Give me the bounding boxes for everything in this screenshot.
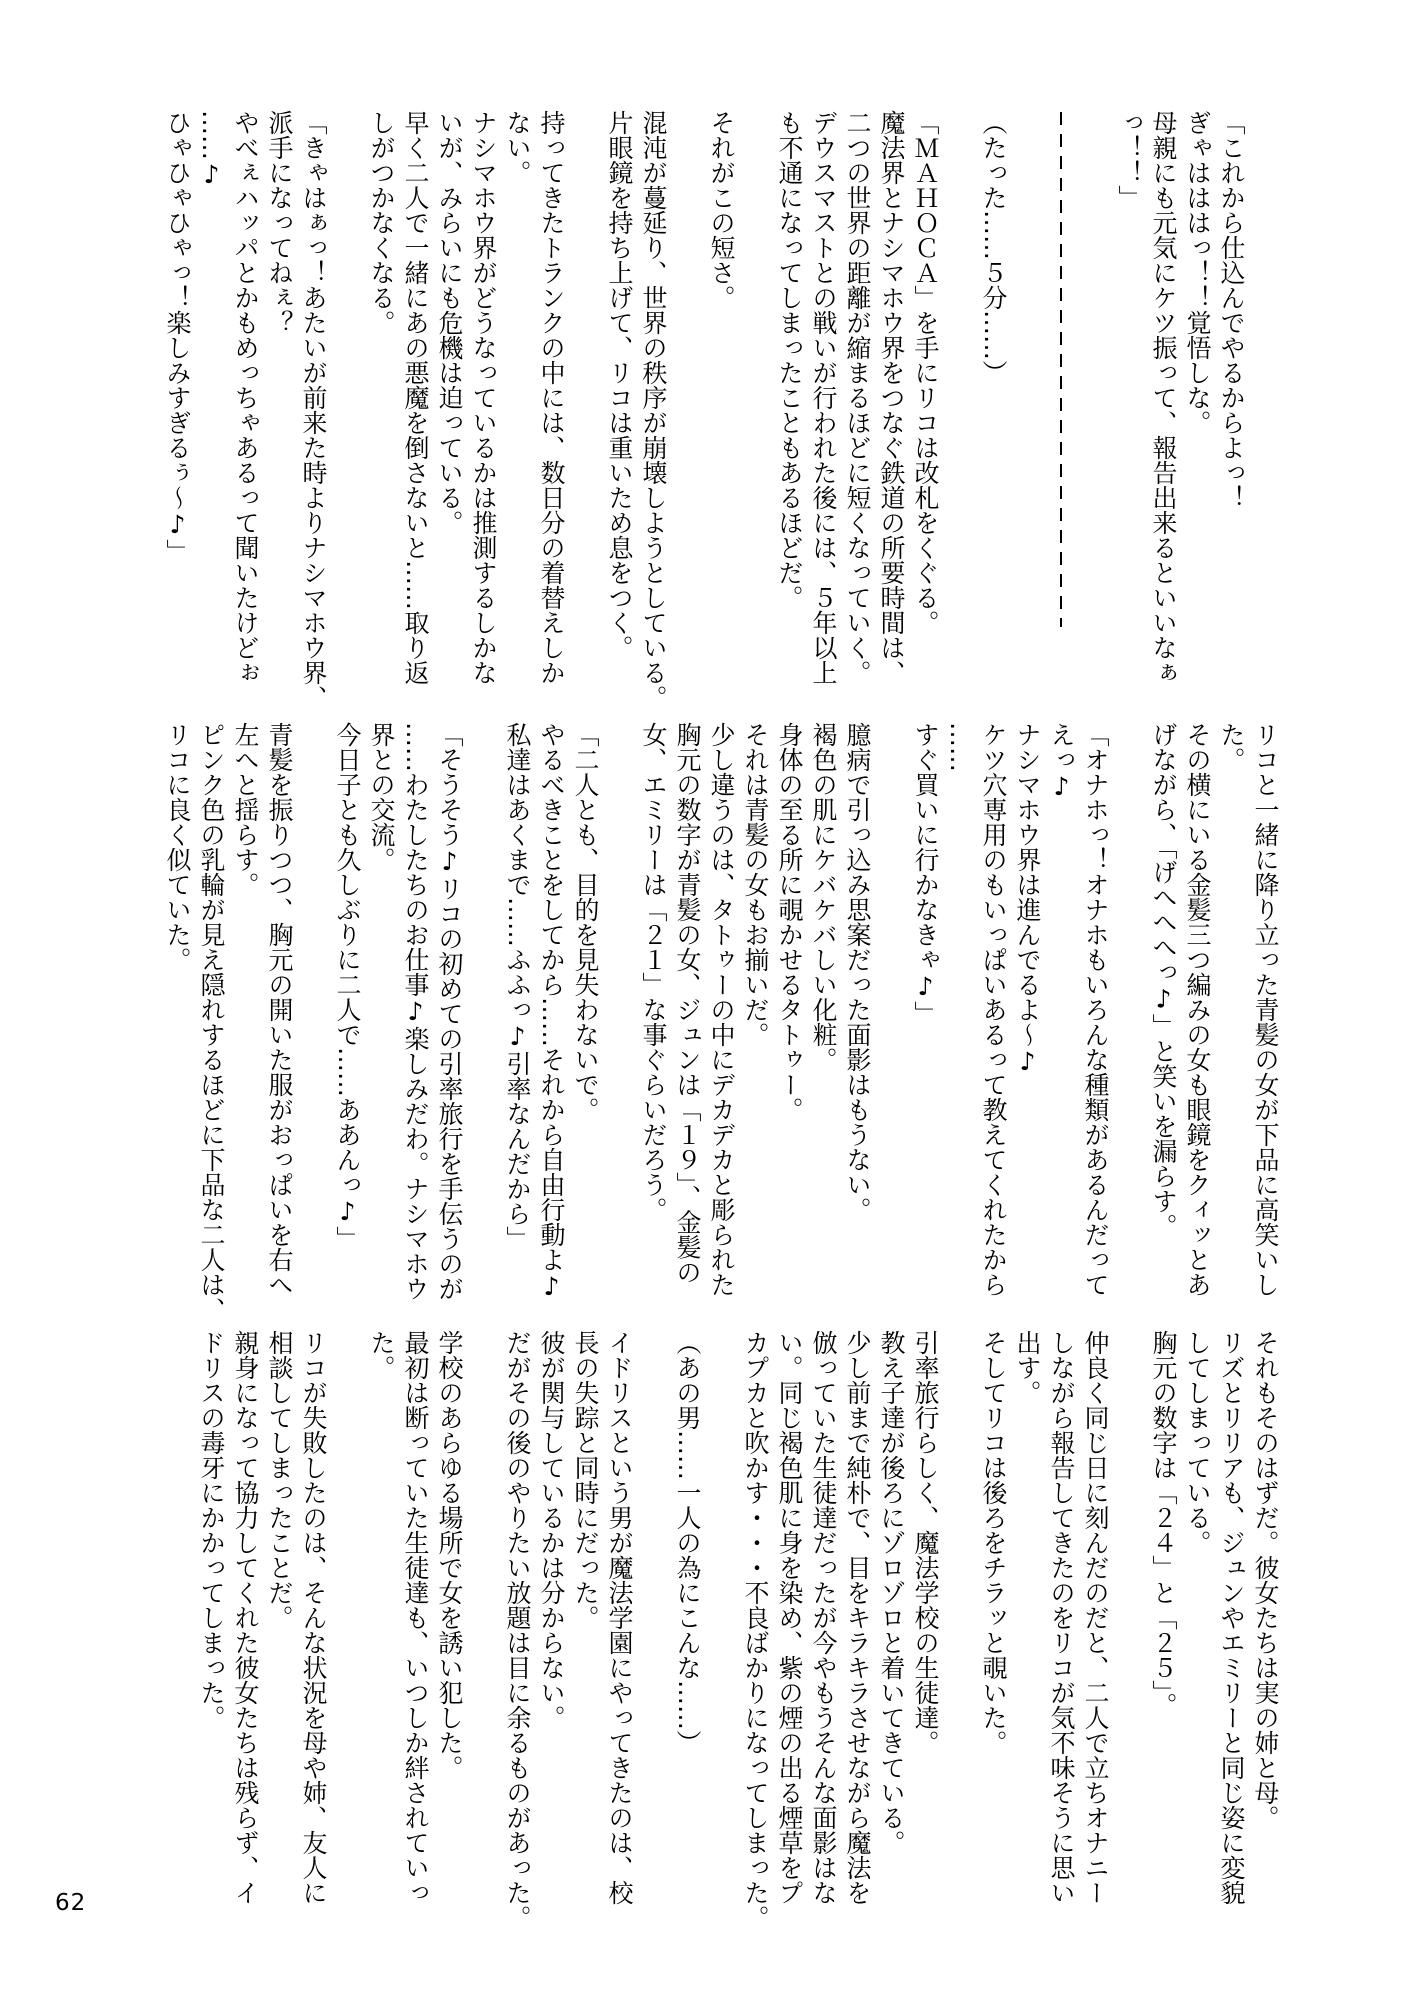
text-line: しがつかなくなる。 xyxy=(367,110,396,335)
text-line: ない。 xyxy=(503,110,532,185)
section-break-rule xyxy=(1044,110,1078,735)
text-line: その横にいる金髪三つ編みの女も眼鏡をクィッとあ xyxy=(1183,722,1212,1297)
text-line: た。 xyxy=(1217,722,1246,772)
text-line: 仲良く同じ日に刻んだのだと、二人で立ちオナニー xyxy=(1081,1330,1110,1905)
text-line: 胸元の数字が青髪の女、ジュンは「１９」、金髪の xyxy=(673,722,702,1285)
blank-line xyxy=(704,1330,738,1955)
text-line: 少し違うのは、タトゥーの中にデカデカと彫られた xyxy=(707,722,736,1297)
blank-line xyxy=(670,110,704,735)
text-line: カプカと吹かす・・・不良ばかりになってしまった。 xyxy=(741,1330,770,1930)
blank-line xyxy=(330,1330,364,1955)
text-band-3 xyxy=(194,1330,1282,1955)
text-line: 派手になってねぇ？ xyxy=(265,110,294,335)
text-line: すぐ買いに行かなきゃ♪」 xyxy=(911,722,940,1026)
blank-line xyxy=(1248,110,1282,735)
blank-line xyxy=(330,110,364,735)
text-line: ぎゃはははっ！！覚悟しな。 xyxy=(1183,110,1212,435)
text-line: リコが失敗したのは、そんな状況を母や姉、友人に xyxy=(299,1330,328,1905)
blank-line xyxy=(738,110,772,735)
text-line: それがこの短さ。 xyxy=(707,110,736,310)
text-line: そしてリコは後ろをチラッと覗いた。 xyxy=(979,1330,1008,1755)
text-band-1 xyxy=(160,110,1282,735)
text-line: 混沌が蔓延り、世界の秩序が崩壊しようとしている。 xyxy=(639,110,668,710)
text-line: 「二人とも、目的を見失わないで。 xyxy=(571,722,600,1122)
blank-line xyxy=(942,1330,976,1955)
text-line: 長の失踪と同時にだった。 xyxy=(571,1330,600,1630)
text-line: 出す。 xyxy=(1013,1330,1042,1405)
dashed-line xyxy=(1060,112,1062,627)
blank-line xyxy=(466,722,500,1347)
text-line: 学校のあらゆる場所で女を誘い犯した。 xyxy=(435,1330,464,1780)
text-line: （あの男……一人の為にこんな……） xyxy=(673,1330,702,1755)
text-line: 教え子達が後ろにゾロゾロと着いてきている。 xyxy=(877,1330,906,1855)
text-line: 今日子とも久しぶりに二人で……ああんっ♪」 xyxy=(333,722,362,1251)
text-line: しながら報告してきたのをリコが気不味そうに思い xyxy=(1047,1330,1076,1905)
text-line: イドリスという男が魔法学園にやってきたのは、校 xyxy=(605,1330,634,1905)
text-line: 持ってきたトランクの中には、数日分の着替えしか xyxy=(537,110,566,685)
page-number: 62 xyxy=(55,1890,87,1916)
text-line: げながら、「げへへへっ♪」と笑いを漏らす。 xyxy=(1149,722,1178,1239)
text-line: いが、みらいにも危機は迫っている。 xyxy=(435,110,464,535)
text-line: 相談してしまったことだ。 xyxy=(265,1330,294,1630)
text-line: た。 xyxy=(367,1330,396,1380)
text-line: ドリスの毒牙にかかってしまった。 xyxy=(197,1330,226,1730)
text-line: 胸元の数字は「２４」と「２５」。 xyxy=(1149,1330,1178,1718)
text-line: リコと一緒に降り立った青髪の女が下品に高笑いし xyxy=(1251,722,1280,1297)
blank-line xyxy=(874,722,908,1347)
text-line: 早く二人で一緒にあの悪魔を倒さないと……取り返 xyxy=(401,110,430,685)
blank-line xyxy=(568,110,602,735)
text-line: 最初は断っていた生徒達も、いつしか絆されていっ xyxy=(401,1330,430,1905)
text-line: えっ♪ xyxy=(1047,722,1076,801)
text-line: リコに良く似ていた。 xyxy=(163,722,192,972)
text-line: 私達はあくまで……ふふっ♪引率なんだから」 xyxy=(503,722,532,1251)
text-line: 彼が関与しているかは分からない。 xyxy=(537,1330,566,1730)
text-line: リズとリリアも、ジュンやエミリーと同じ姿に変貌 xyxy=(1217,1330,1246,1905)
text-line: 「これから仕込んでやるからよっ！ xyxy=(1217,110,1246,510)
text-line: 「きゃはぁっ！あたいが前来た時よりナシマホウ界、 xyxy=(299,110,328,710)
text-line: 倣っていた生徒達だったが今やもうそんな面影はな xyxy=(809,1330,838,1905)
text-line: やべぇハッパとかもめっちゃあるって聞いたけどぉ xyxy=(231,110,260,685)
text-line: 褐色の肌にケバケバしい化粧。 xyxy=(809,722,838,1072)
text-line: っ！！」 xyxy=(1115,110,1144,210)
text-line: 青髪を振りつつ、胸元の開いた服がおっぱいを右へ xyxy=(265,722,294,1297)
blank-line xyxy=(1112,1330,1146,1955)
text-line: 母親にも元気にケツ振って、報告出来るといいなぁ xyxy=(1149,110,1178,685)
text-line: 引率旅行らしく、魔法学校の生徒達。 xyxy=(911,1330,940,1755)
text-line: も不通になってしまったこともあるほどだ。 xyxy=(775,110,804,610)
text-line: ……♪ xyxy=(197,110,226,189)
blank-line xyxy=(1112,722,1146,1347)
text-line: やるべきことをしてから……それから自由行動よ♪ xyxy=(537,722,566,1301)
text-line: してしまっている。 xyxy=(1183,1330,1212,1555)
text-line: ピンク色の乳輪が見え隠れするほどに下品な二人は、 xyxy=(197,722,226,1322)
text-line: 「そうそう♪リコの初めての引率旅行を手伝うのが xyxy=(435,722,464,1301)
blank-line xyxy=(466,1330,500,1955)
text-line: （たった……５分……） xyxy=(979,110,1008,385)
text-line: …… xyxy=(945,722,974,772)
blank-line xyxy=(1078,110,1112,735)
text-line: 左へと揺らす。 xyxy=(231,722,260,897)
text-line: 親身になって協力してくれた彼女たちは残らず、イ xyxy=(231,1330,260,1905)
text-line: ……わたしたちのお仕事♪楽しみだわ。ナシマホウ xyxy=(401,722,430,1301)
blank-line xyxy=(1010,110,1044,735)
text-line: それは青髪の女もお揃いだ。 xyxy=(741,722,770,1047)
text-line: 身体の至る所に覗かせるタトゥー。 xyxy=(775,722,804,1122)
text-line: ケツ穴専用のもいっぱいあるって教えてくれたから xyxy=(979,722,1008,1297)
text-line: 界との交流。 xyxy=(367,722,396,872)
text-line: い。同じ褐色肌に身を染め、紫の煙の出る煙草をプ xyxy=(775,1330,804,1905)
text-line: 二つの世界の距離が縮まるほどに短くなっていく。 xyxy=(843,110,872,685)
text-line: 臆病で引っ込み思案だった面影はもうない。 xyxy=(843,722,872,1222)
text-line: ナシマホウ界は進んでるよ～♪ xyxy=(1013,722,1042,1076)
blank-line xyxy=(602,722,636,1347)
text-line: 片眼鏡を持ち上げて、リコは重いため息をつく。 xyxy=(605,110,634,660)
text-line: それもそのはずだ。彼女たちは実の姉と母。 xyxy=(1251,1330,1280,1830)
text-line: 魔法界とナシマホウ界をつなぐ鉄道の所要時間は、 xyxy=(877,110,906,685)
text-band-2 xyxy=(160,722,1282,1347)
text-line: だがその後のやりたい放題は目に余るものがあった。 xyxy=(503,1330,532,1930)
text-line: ひゃひゃひゃっ！楽しみすぎるぅ～♪」 xyxy=(163,110,192,564)
text-line: デウスマストとの戦いが行われた後には、５年以上 xyxy=(809,110,838,685)
text-line: 「オナホっ！オナホもいろんな種類があるんだって xyxy=(1081,722,1110,1297)
blank-line xyxy=(942,110,976,735)
blank-line xyxy=(296,722,330,1347)
blank-line xyxy=(636,1330,670,1955)
text-line: 女、エミリーは「２１」な事ぐらいだろう。 xyxy=(639,722,668,1222)
text-line: 「ＭＡＨＯＣＡ」を手にリコは改札をくぐる。 xyxy=(911,110,940,635)
text-line: 少し前まで純朴で、目をキラキラさせながら魔法を xyxy=(843,1330,872,1905)
text-line: ナシマホウ界がどうなっているかは推測するしかな xyxy=(469,110,498,685)
